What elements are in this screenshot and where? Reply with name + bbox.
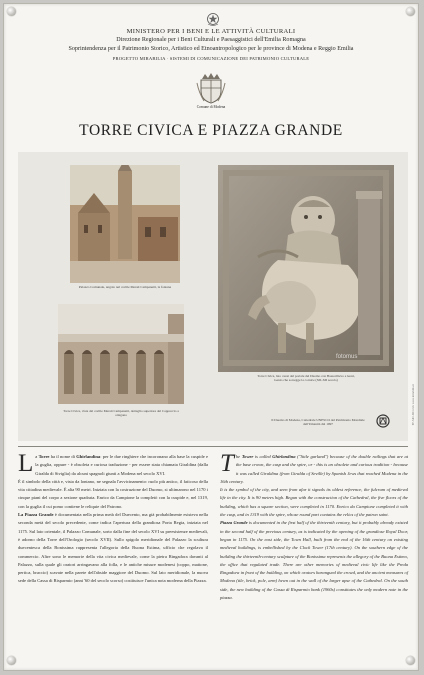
photo-sculpture-relief: [218, 165, 394, 372]
watermark: fotomus: [336, 354, 358, 360]
crest-caption: Comune di Modena: [196, 105, 226, 109]
unesco-world-heritage-icon: [376, 414, 390, 428]
photo-caption-right: Torre Civica, lato ovest del portale del Duomo con Bassorilievo e leoni, Genio che sorregge la cornice (XII-XII secolo): [257, 374, 355, 383]
english-paragraph-3: is documented in the first half of the thirteenth century, but it probably already existed in the second half of the previous century, as is indicated by the opening of the grandiose Royal Door, begun in 1175. On the east side, the Town Hall, built from the end of the 16th century on existing medieval buildings, is embellished by the Clock Tower (17th century). On the southern edge of the building the thirteenth-century sculpture of the Bonissima represents the allegory of the Buona Estimo, the office that regulated trade. There are other memories of medieval civic life like the Preda Ringadora in front of the building, on which orators harangued the crowd, and the ancient measures of Modena (tile, brick, pole, arm) hewn out in the wall of the larger apse of the Cathedral. On the south side, the new building of the Cassa di Risparmio bank (1960s) constitutes the only modern note in the piazza.: [220, 520, 408, 601]
english-p3-bold: Piazza Grande: [220, 520, 248, 526]
photo-tower-detail: [58, 304, 184, 404]
italian-republic-emblem-icon: [206, 12, 220, 27]
italian-p1-text2: : per le due ringhiere che incoronano alla base la cuspide e la guglia, oppure - è obsoleta e curiosa traduzione - per essere stata chiamata Giraldina (dalla Giralda di Siviglia) da alcuni spagnoli giunti a Modena nel secolo XVI.: [35, 454, 208, 476]
italian-p3-bold: La Piazza Grande: [18, 512, 54, 518]
photo-panel: [18, 152, 408, 441]
rivet-icon: [406, 656, 415, 665]
information-board: [3, 3, 419, 671]
rivet-icon: [406, 7, 415, 16]
english-p1-lead: he: [235, 454, 242, 459]
italian-text-column: [18, 450, 208, 586]
english-p1-bold2: Ghirlandina: [272, 454, 296, 459]
side-code: PP-MO-MO-GG www.mirabilia.it: [411, 384, 415, 426]
italian-p1-text1: ha il nome di: [49, 454, 77, 459]
project-line: PROGETTO MIRABILIA · SISTEMI DI COMUNICAZIONE DEI PATRIMONIO CULTURALE: [112, 56, 310, 61]
ministry-heading: MINISTERO PER I BENI E LE ATTIVITÀ CULTURALI: [126, 28, 296, 35]
regional-directorate: Direzione Regionale per i Beni Culturali e Paesaggistici dell'Emilia Romagna: [116, 37, 306, 43]
rivet-icon: [7, 7, 16, 16]
italian-paragraph-2: È il simbolo della città e, vista da lontano, ne segnala l'avvicinamento: ruolo più antico, il faticoso della vita cittadina medievale. È alta 90 metri. Iniziata con la costruzione del Duomo, si ultimarono nel 1170 i cinque piani del corpo a sezione quadrata. Enrico da Campione la completò con la cuspide e, nel 1319, con la guglia il cui pomo contiene le reliquie del Patrono.: [18, 478, 208, 509]
english-paragraph-2: It is the symbol of the city, and seen from afar it signals its oldest reference, the fulcrum of medieval life in the city. It is 90 metres high. Begun with the construction of the Cathedral, the five floors of the building, which has a square section, were completed in 1170. Enrico da Campione completed it with the cusp, and in 1319 with the spire, whose round part contains the relics of the patron saint.: [220, 487, 408, 518]
italian-p1-bold2: Ghirlandina: [76, 454, 101, 459]
divider: [18, 446, 408, 447]
page-title: TORRE CIVICA E PIAZZA GRANDE: [79, 122, 343, 139]
english-p1-text1: is called: [253, 454, 273, 459]
italian-p1-bold1: Torre: [38, 454, 50, 459]
dropcap-L: L: [18, 450, 34, 477]
photo-caption-top-left: Palazzo Comunale, angolo nel cortile Merati Campanetti, la fontana: [78, 285, 172, 289]
soprintendenza-line: Soprintendenza per il Patrimonio Storico, Artistico ed Etnoantropologico per le province di Modena e Reggio Emilia: [68, 46, 354, 52]
english-p1-text2: ("little garland") because of the double railings that are at the base crown, the cusp and the spire, or - this is an obsolete and curious tradition - because it was called Giraldina (from Giralda of Seville) by Spanish Jews that reached Modena in the 16th century.: [220, 454, 408, 484]
photo-caption-bottom-left: Torre Civica, vista dal cortile Merati Campanetti, dettaglio superiore del Cappuccio a ottagono: [63, 409, 179, 418]
rivet-icon: [7, 656, 16, 665]
english-p1-bold1: Tower: [241, 454, 254, 459]
comune-crest-icon: [196, 71, 226, 105]
photo-tower-square: [70, 165, 180, 283]
dropcap-T: T: [220, 450, 234, 477]
italian-p1-lead: a: [35, 454, 39, 459]
english-text-column: [220, 450, 408, 602]
unesco-caption: Il Duomo di Modena, Cattedrale UNESCO del Patrimonio Mondiale dell'Umanità dal 1997: [271, 418, 365, 427]
italian-paragraph-3: è documentata nella prima metà del Duecento, ma già probabilmente esisteva nella seconda metà del secolo precedente, come indica l'apertura della grandiosa Porta Regia, iniziata nel 1175. Sul lato orientale, il Palazzo Comunale, sorto dalla fine del secolo XVI su preesistenze medievali, è adorno della Torre dell'Orologio (secolo XVII). Sullo spigolo meridionale del Palazzo la scultura duecentesca della Bonissima rappresenta l'allegoria della Buona Estima, ufficio che regolava il commercio. Altre sono le memorie della vita civica medievale, come la pietra Ringadora davanti al Palazzo, sulla quale gli oratori arringavano alla folla, e le antiche misure modenesi (coppo, mattone, pertica, braccio) scavate nella parete dell'abside maggiore del Duomo. Sul lato meridionale, la nuova sede della Cassa di Risparmio (anni '60 del secolo scorso) costituisce l'unica nota moderna della Piazza.: [18, 512, 208, 584]
